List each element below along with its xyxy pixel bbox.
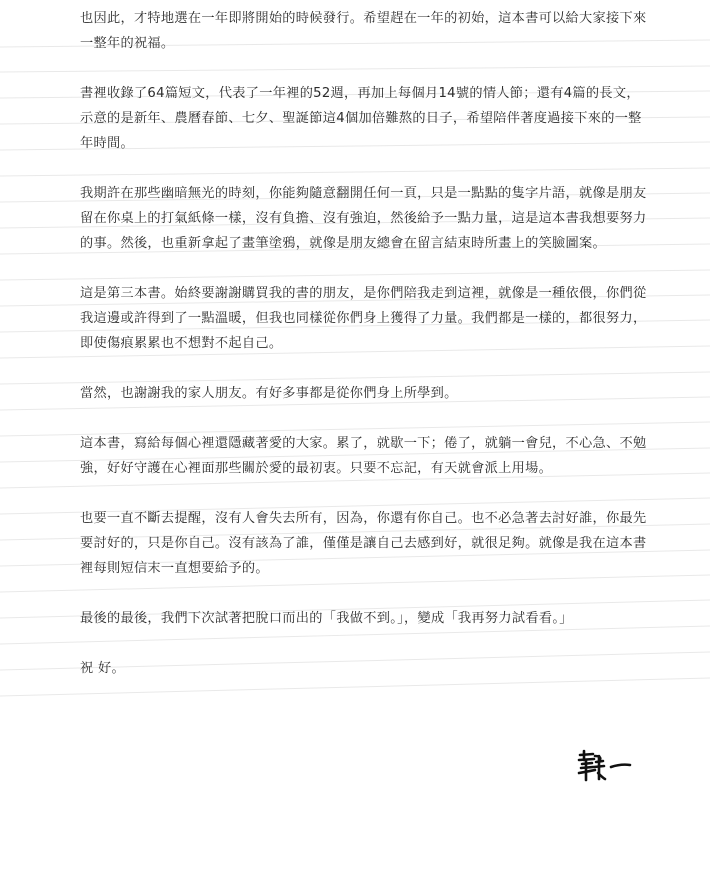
- paragraph-6: 這本書，寫給每個心裡還隱藏著愛的大家。累了，就歇一下；倦了，就躺一會兒，不心急、不勉強，好好守護在心裡面那些關於愛的最初衷。只要不忘記，有天就會派上用場。: [80, 436, 647, 476]
- paragraph-5: 當然，也謝謝我的家人朋友。有好多事都是從你們身上所學到。: [80, 386, 458, 401]
- paragraph-8: 最後的最後，我們下次試著把脫口而出的「我做不到。」，變成「我再努力試看看。」: [80, 611, 573, 626]
- paragraph-7: 也要一直不斷去提醒，沒有人會失去所有，因為，你還有你自己。也不必急著去討好誰，你最先要討好的，只是你自己。沒有該為了誰，僅僅是讓自己去感到好，就很足夠。就像是我在這本書裡每則短信末一直想要給予的。: [80, 511, 647, 576]
- letter-body: [80, 6, 648, 681]
- paragraph-3: 我期許在那些幽暗無光的時刻，你能夠隨意翻開任何一頁，只是一點點的隻字片語，就像是朋友留在你桌上的打氣紙條一樣，沒有負擔、沒有強迫，然後給予一點力量，這是這本書我想要努力的事。然後，也重新拿起了畫筆塗鴉，就像是朋友總會在留言結束時所畫上的笑臉圖案。: [80, 186, 647, 251]
- paragraph-1: 也因此，才特地選在一年即將開始的時候發行。希望趕在一年的初始，這本書可以給大家接下來一整年的祝福。: [80, 11, 647, 51]
- closing-line: 祝 好。: [80, 661, 125, 676]
- handwritten-signature: [575, 748, 635, 784]
- paragraph-2: 書裡收錄了64篇短文，代表了一年裡的52週，再加上每個月14號的情人節；還有4篇的長文，示意的是新年、農曆春節、七夕、聖誕節這4個加倍難熬的日子，希望陪伴著度過接下來的一整年時間。: [80, 86, 642, 151]
- paragraph-4: 這是第三本書。始終要謝謝購買我的書的朋友，是你們陪我走到這裡，就像是一種依偎，你們從我這邊或許得到了一點溫暖，但我也同樣從你們身上獲得了力量。我們都是一樣的，都很努力，即使傷痕累累也不想對不起自己。: [80, 286, 647, 351]
